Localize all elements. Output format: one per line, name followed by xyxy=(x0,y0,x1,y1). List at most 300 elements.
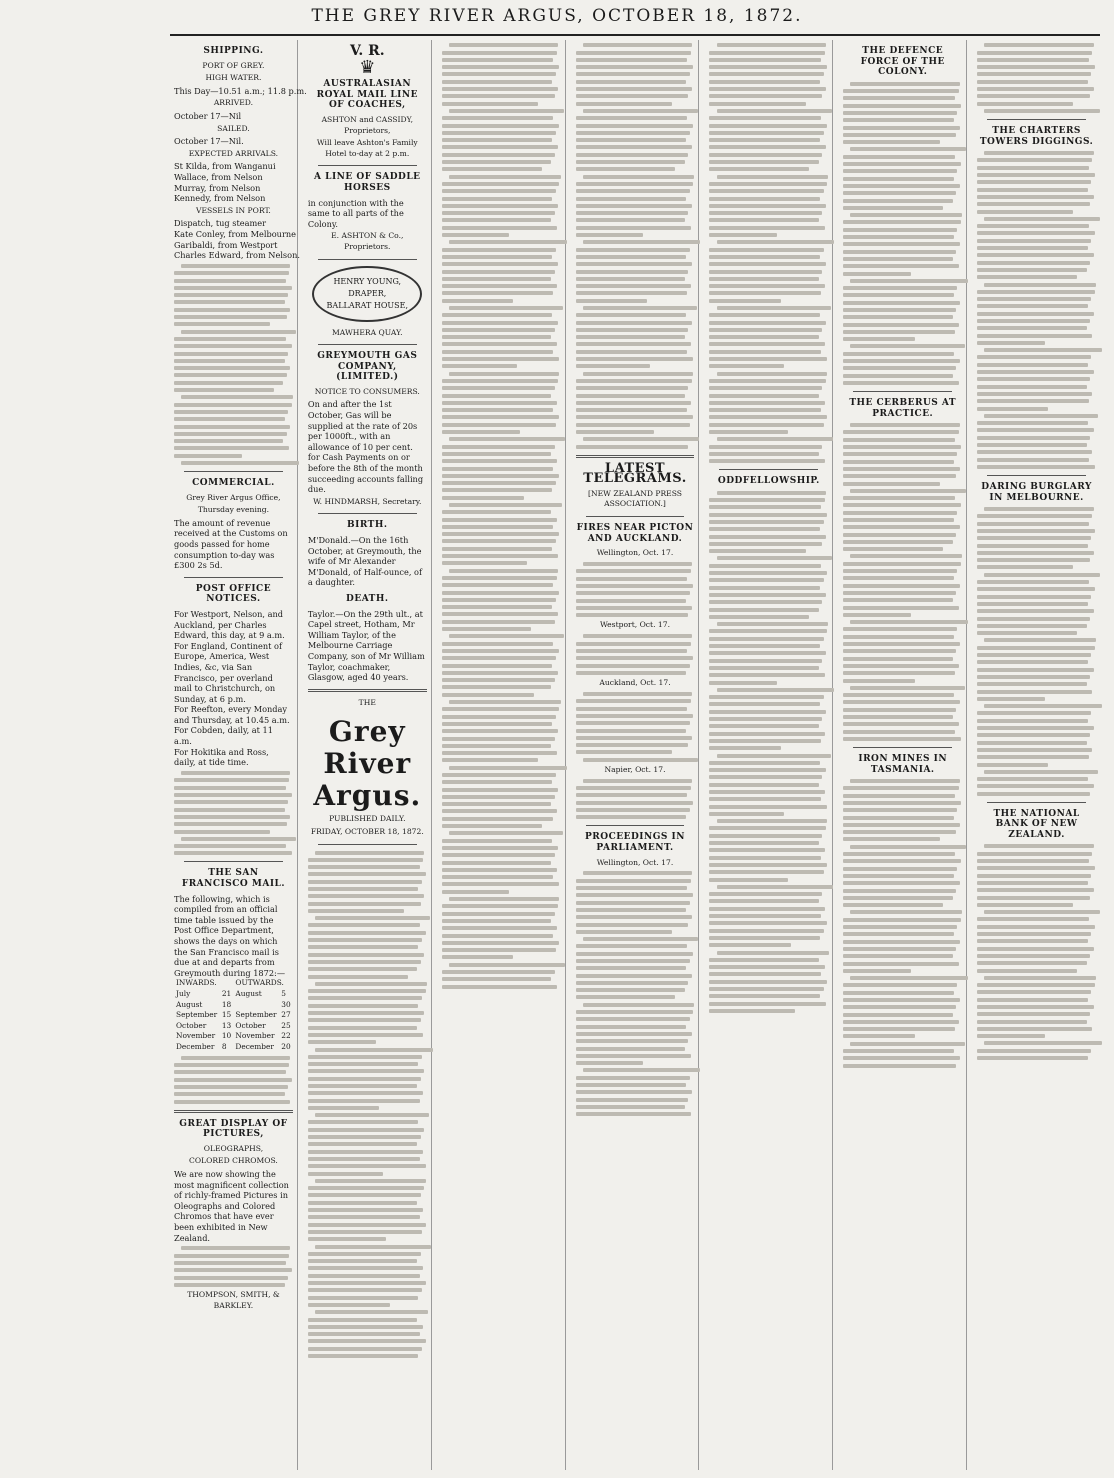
text-line-placeholder xyxy=(709,921,827,925)
shipping-heading: SHIPPING. xyxy=(203,46,264,56)
news-text xyxy=(576,634,695,674)
text-line-placeholder xyxy=(449,109,564,113)
editorial-text xyxy=(308,851,427,1358)
text-line-placeholder xyxy=(709,291,821,295)
text-line-placeholder xyxy=(174,822,287,826)
text-line-placeholder xyxy=(850,423,959,427)
text-line-placeholder xyxy=(709,659,822,663)
text-line-placeholder xyxy=(977,1020,1086,1024)
text-line-placeholder xyxy=(576,197,687,201)
text-line-placeholder xyxy=(977,932,1091,936)
text-line-placeholder xyxy=(576,218,685,222)
text-line-placeholder xyxy=(977,253,1093,257)
text-line-placeholder xyxy=(576,1025,687,1029)
text-line-placeholder xyxy=(449,175,561,179)
text-line-placeholder xyxy=(308,1186,424,1190)
text-line-placeholder xyxy=(709,958,818,962)
oddfellowship-heading: ODDFELLOWSHIP. xyxy=(717,476,820,487)
text-line-placeholder xyxy=(709,637,823,641)
dateline: Auckland, Oct. 17. xyxy=(599,678,671,688)
text-line-placeholder xyxy=(576,642,691,646)
post-office-heading: POST OFFICE NOTICES. xyxy=(195,583,272,605)
text-line-placeholder xyxy=(843,859,961,863)
text-line-placeholder xyxy=(308,1055,422,1059)
text-line-placeholder xyxy=(717,885,833,889)
text-line-placeholder xyxy=(174,793,292,797)
text-line-placeholder xyxy=(449,831,563,835)
text-line-placeholder xyxy=(843,503,961,507)
text-line-placeholder xyxy=(843,220,961,224)
text-line-placeholder xyxy=(977,990,1091,994)
text-line-placeholder xyxy=(315,1048,433,1052)
text-line-placeholder xyxy=(576,102,672,106)
text-line-placeholder xyxy=(576,58,688,62)
text-line-placeholder xyxy=(174,337,286,341)
text-line-placeholder xyxy=(174,381,283,385)
text-line-placeholder xyxy=(977,983,1095,987)
text-line-placeholder xyxy=(308,1259,417,1263)
text-line-placeholder xyxy=(843,932,954,936)
text-line-placeholder xyxy=(308,1157,420,1161)
text-line-placeholder xyxy=(709,204,825,208)
text-line-placeholder xyxy=(709,452,818,456)
title-the: THE xyxy=(358,697,376,707)
text-line-placeholder xyxy=(717,688,835,692)
text-line-placeholder xyxy=(977,668,1093,672)
text-line-placeholder xyxy=(843,315,952,319)
text-line-placeholder xyxy=(977,224,1089,228)
text-line-placeholder xyxy=(843,525,959,529)
text-line-placeholder xyxy=(977,166,1089,170)
text-line-placeholder xyxy=(576,664,690,668)
text-line-placeholder xyxy=(442,131,556,135)
text-line-placeholder xyxy=(977,51,1092,55)
text-line-placeholder xyxy=(442,401,557,405)
column-5 xyxy=(705,40,833,1470)
text-line-placeholder xyxy=(308,1069,424,1073)
text-line-placeholder xyxy=(709,732,824,736)
text-line-placeholder xyxy=(709,80,820,84)
text-line-placeholder xyxy=(850,82,959,86)
text-line-placeholder xyxy=(308,865,420,869)
text-line-placeholder xyxy=(850,620,968,624)
text-line-placeholder xyxy=(308,1288,422,1292)
sf-mail-table xyxy=(174,978,293,1052)
table-row: July 21 August 5 xyxy=(176,988,286,998)
text-line-placeholder xyxy=(843,983,957,987)
text-line-placeholder xyxy=(181,837,296,841)
text-line-placeholder xyxy=(442,321,558,325)
text-line-placeholder xyxy=(709,211,822,215)
expected-label: EXPECTED ARRIVALS. xyxy=(188,148,279,158)
text-line-placeholder xyxy=(843,301,959,305)
news-text xyxy=(977,507,1096,796)
text-line-placeholder xyxy=(576,255,687,259)
text-line-placeholder xyxy=(709,644,820,648)
text-line-placeholder xyxy=(442,160,551,164)
text-line-placeholder xyxy=(977,719,1088,723)
news-text xyxy=(576,562,695,617)
text-line-placeholder xyxy=(308,1091,423,1095)
text-line-placeholder xyxy=(442,715,556,719)
text-line-placeholder xyxy=(709,182,827,186)
text-line-placeholder xyxy=(977,903,1073,907)
text-line-placeholder xyxy=(583,1003,695,1007)
text-line-placeholder xyxy=(977,312,1093,316)
text-line-placeholder xyxy=(576,313,687,317)
text-line-placeholder xyxy=(442,394,551,398)
text-line-placeholder xyxy=(576,415,694,419)
text-line-placeholder xyxy=(709,394,818,398)
text-line-placeholder xyxy=(709,914,821,918)
text-line-placeholder xyxy=(174,315,287,319)
text-line-placeholder xyxy=(442,145,558,149)
text-line-placeholder xyxy=(977,711,1091,715)
text-line-placeholder xyxy=(576,656,694,660)
text-line-placeholder xyxy=(709,746,780,750)
text-line-placeholder xyxy=(576,335,685,339)
text-line-placeholder xyxy=(843,547,943,551)
text-line-placeholder xyxy=(576,182,694,186)
text-line-placeholder xyxy=(850,1042,964,1046)
text-line-placeholder xyxy=(181,1056,290,1060)
text-line-placeholder xyxy=(984,348,1102,352)
text-line-placeholder xyxy=(442,882,560,886)
in-port-item: Dispatch, tug steamer xyxy=(174,218,267,229)
text-line-placeholder xyxy=(576,394,685,398)
text-line-placeholder xyxy=(576,248,690,252)
text-line-placeholder xyxy=(709,459,824,463)
cerberus-heading: THE CERBERUS AT PRACTICE. xyxy=(849,397,957,419)
text-line-placeholder xyxy=(308,1339,426,1343)
text-line-placeholder xyxy=(449,437,565,441)
text-line-placeholder xyxy=(709,335,818,339)
text-line-placeholder xyxy=(977,465,1095,469)
text-line-placeholder xyxy=(977,697,1045,701)
text-line-placeholder xyxy=(843,133,956,137)
text-line-placeholder xyxy=(315,851,424,855)
text-line-placeholder xyxy=(576,65,694,69)
text-line-placeholder xyxy=(576,584,694,588)
text-line-placeholder xyxy=(442,459,557,463)
text-line-placeholder xyxy=(977,436,1090,440)
text-line-placeholder xyxy=(843,649,956,653)
text-line-placeholder xyxy=(308,975,408,979)
text-line-placeholder xyxy=(843,708,956,712)
text-line-placeholder xyxy=(977,180,1091,184)
text-line-placeholder xyxy=(717,109,832,113)
text-line-placeholder xyxy=(843,903,943,907)
text-line-placeholder xyxy=(174,271,289,275)
text-line-placeholder xyxy=(977,428,1093,432)
text-line-placeholder xyxy=(442,80,553,84)
text-line-placeholder xyxy=(576,879,691,883)
text-line-placeholder xyxy=(984,770,1098,774)
text-line-placeholder xyxy=(709,520,823,524)
text-line-placeholder xyxy=(576,786,691,790)
text-line-placeholder xyxy=(977,631,1077,635)
text-line-placeholder xyxy=(576,160,685,164)
text-line-placeholder xyxy=(977,239,1091,243)
text-line-placeholder xyxy=(308,1325,423,1329)
text-line-placeholder xyxy=(576,233,644,237)
text-line-placeholder xyxy=(977,682,1086,686)
text-line-placeholder xyxy=(583,306,697,310)
text-line-placeholder xyxy=(174,1070,286,1074)
charters-towers-heading: THE CHARTERS TOWERS DIGGINGS. xyxy=(979,125,1094,147)
text-line-placeholder xyxy=(583,758,698,762)
text-line-placeholder xyxy=(709,768,825,772)
text-line-placeholder xyxy=(709,710,825,714)
text-line-placeholder xyxy=(308,989,426,993)
text-line-placeholder xyxy=(308,1230,422,1234)
text-line-placeholder xyxy=(977,763,1048,767)
text-line-placeholder xyxy=(843,533,956,537)
death-heading: DEATH. xyxy=(346,593,389,604)
text-line-placeholder xyxy=(174,366,290,370)
text-line-placeholder xyxy=(449,306,563,310)
text-line-placeholder xyxy=(174,844,286,848)
text-line-placeholder xyxy=(583,109,698,113)
post-line: For Hokitika and Ross, daily, at tide time. xyxy=(174,746,269,768)
column-1 xyxy=(170,40,307,1470)
text-line-placeholder xyxy=(977,741,1086,745)
text-line-placeholder xyxy=(843,177,954,181)
text-line-placeholder xyxy=(181,330,296,334)
text-line-placeholder xyxy=(576,750,672,754)
commercial-heading: COMMERCIAL. xyxy=(192,478,275,488)
text-line-placeholder xyxy=(576,423,690,427)
text-line-placeholder xyxy=(174,851,292,855)
text-line-placeholder xyxy=(843,1005,956,1009)
text-line-placeholder xyxy=(843,235,954,239)
text-line-placeholder xyxy=(717,175,829,179)
text-line-placeholder xyxy=(709,987,823,991)
text-line-placeholder xyxy=(576,1054,691,1058)
text-line-placeholder xyxy=(977,392,1092,396)
text-line-placeholder xyxy=(576,981,689,985)
text-line-placeholder xyxy=(977,1005,1093,1009)
text-line-placeholder xyxy=(174,830,270,834)
text-line-placeholder xyxy=(977,275,1077,279)
news-text xyxy=(977,151,1096,469)
text-line-placeholder xyxy=(174,410,288,414)
text-line-placeholder xyxy=(709,262,825,266)
news-text xyxy=(576,871,695,1116)
text-line-placeholder xyxy=(442,532,560,536)
text-line-placeholder xyxy=(709,673,824,677)
text-line-placeholder xyxy=(977,1034,1045,1038)
post-line: For England, Continent of Europe, America, West Indies, &c, via San Francisco, per overland mail to Christchurch, on Sunday, at 6 p.m. xyxy=(174,640,283,704)
text-line-placeholder xyxy=(576,613,689,617)
text-line-placeholder xyxy=(709,600,822,604)
text-line-placeholder xyxy=(843,867,957,871)
divider xyxy=(719,469,818,470)
text-line-placeholder xyxy=(576,94,689,98)
table-row: September 15 September 27 xyxy=(176,1010,291,1020)
divider xyxy=(318,344,417,345)
text-line-placeholder xyxy=(709,423,823,427)
masthead-rule xyxy=(170,34,1100,36)
expected-item: Wallace, from Nelson xyxy=(174,171,263,182)
text-line-placeholder xyxy=(576,714,694,718)
text-line-placeholder xyxy=(576,606,692,610)
text-line-placeholder xyxy=(174,1085,288,1089)
text-line-placeholder xyxy=(709,878,787,882)
national-bank-heading: THE NATIONAL BANK OF NEW ZEALAND. xyxy=(993,808,1080,840)
text-line-placeholder xyxy=(709,401,824,405)
text-line-placeholder xyxy=(717,951,830,955)
post-line: For Cobden, daily, at 11 a.m. xyxy=(174,725,273,747)
text-line-placeholder xyxy=(843,430,958,434)
text-line-placeholder xyxy=(977,72,1091,76)
divider xyxy=(853,747,952,748)
text-line-placeholder xyxy=(850,554,962,558)
text-line-placeholder xyxy=(709,408,821,412)
draper-seal xyxy=(312,266,422,322)
text-line-placeholder xyxy=(843,359,959,363)
text-line-placeholder xyxy=(850,279,968,283)
text-line-placeholder xyxy=(449,634,564,638)
text-line-placeholder xyxy=(709,299,780,303)
text-line-placeholder xyxy=(174,279,286,283)
text-line-placeholder xyxy=(843,1013,952,1017)
text-line-placeholder xyxy=(843,155,955,159)
text-line-placeholder xyxy=(850,147,965,151)
text-line-placeholder xyxy=(583,372,694,376)
expected-item: Murray, from Nelson xyxy=(174,182,261,193)
arrived-label: ARRIVED. xyxy=(213,98,254,108)
text-line-placeholder xyxy=(442,262,558,266)
text-line-placeholder xyxy=(174,417,285,421)
text-line-placeholder xyxy=(977,58,1089,62)
sailed: October 17—Nil. xyxy=(174,136,244,147)
text-line-placeholder xyxy=(709,160,818,164)
text-line-placeholder xyxy=(576,138,687,142)
text-line-placeholder xyxy=(977,522,1089,526)
text-line-placeholder xyxy=(174,388,274,392)
text-line-placeholder xyxy=(308,1223,426,1227)
text-line-placeholder xyxy=(709,153,822,157)
text-line-placeholder xyxy=(850,344,964,348)
text-line-placeholder xyxy=(984,844,1093,848)
text-line-placeholder xyxy=(308,1026,417,1030)
text-line-placeholder xyxy=(843,126,959,130)
text-line-placeholder xyxy=(442,744,551,748)
text-line-placeholder xyxy=(977,87,1093,91)
text-line-placeholder xyxy=(850,910,962,914)
text-line-placeholder xyxy=(977,998,1088,1002)
text-line-placeholder xyxy=(709,571,827,575)
text-line-placeholder xyxy=(977,1049,1091,1053)
text-line-placeholder xyxy=(442,72,556,76)
text-line-placeholder xyxy=(709,826,825,830)
text-line-placeholder xyxy=(709,124,827,128)
text-line-placeholder xyxy=(576,1061,644,1065)
news-text xyxy=(709,43,828,463)
text-line-placeholder xyxy=(576,577,688,581)
text-line-placeholder xyxy=(977,1056,1088,1060)
text-line-placeholder xyxy=(442,525,554,529)
telegrams-sub: [NEW ZEALAND PRESS ASSOCIATION.] xyxy=(588,488,682,509)
display-sub: COLORED CHROMOS. xyxy=(189,1156,278,1166)
text-line-placeholder xyxy=(576,145,692,149)
text-line-placeholder xyxy=(977,777,1088,781)
text-line-placeholder xyxy=(442,693,535,697)
royal-mail-sub: ASHTON and CASSIDY, Proprietors, xyxy=(321,114,414,135)
divider xyxy=(586,825,685,826)
text-line-placeholder xyxy=(977,304,1088,308)
text-line-placeholder xyxy=(442,773,556,777)
text-line-placeholder xyxy=(843,184,959,188)
news-text xyxy=(843,423,962,741)
text-line-placeholder xyxy=(442,496,524,500)
text-line-placeholder xyxy=(709,270,822,274)
text-line-placeholder xyxy=(174,403,292,407)
text-line-placeholder xyxy=(709,856,821,860)
text-line-placeholder xyxy=(843,794,955,798)
text-line-placeholder xyxy=(709,321,825,325)
text-line-placeholder xyxy=(850,213,962,217)
text-line-placeholder xyxy=(442,868,557,872)
text-line-placeholder xyxy=(843,482,939,486)
text-line-placeholder xyxy=(174,808,285,812)
text-line-placeholder xyxy=(709,65,827,69)
text-line-placeholder xyxy=(977,565,1073,569)
text-line-placeholder xyxy=(181,771,290,775)
text-line-placeholder xyxy=(174,778,289,782)
text-line-placeholder xyxy=(449,569,558,573)
text-line-placeholder xyxy=(442,685,551,689)
vr-heading: V. R. xyxy=(349,43,385,59)
text-line-placeholder xyxy=(709,542,822,546)
text-line-placeholder xyxy=(709,386,822,390)
text-line-placeholder xyxy=(442,583,554,587)
text-line-placeholder xyxy=(984,910,1099,914)
text-line-placeholder xyxy=(709,131,823,135)
text-line-placeholder xyxy=(308,996,422,1000)
text-line-placeholder xyxy=(709,189,823,193)
expected-item: St Kilda, from Wanganui xyxy=(174,161,276,172)
text-line-placeholder xyxy=(576,721,690,725)
text-line-placeholder xyxy=(709,695,823,699)
text-line-placeholder xyxy=(576,189,690,193)
text-line-placeholder xyxy=(843,169,957,173)
gas-text: On and after the 1st October, Gas will be supplied at the rate of 20s per 1000ft., with an allowance of 10 per cent. for Cash Payments on or before the 8th of the month succeeding accounts falling due. xyxy=(307,399,424,495)
text-line-placeholder xyxy=(442,510,551,514)
text-line-placeholder xyxy=(583,692,692,696)
text-line-placeholder xyxy=(843,352,954,356)
text-line-placeholder xyxy=(843,664,958,668)
text-line-placeholder xyxy=(174,373,287,377)
text-line-placeholder xyxy=(977,646,1095,650)
post-line: For Reefton, every Monday and Thursday, at 10.45 a.m. xyxy=(174,704,290,725)
text-line-placeholder xyxy=(709,94,822,98)
text-line-placeholder xyxy=(576,959,690,963)
text-line-placeholder xyxy=(843,969,911,973)
text-line-placeholder xyxy=(709,415,827,419)
text-line-placeholder xyxy=(308,1040,376,1044)
text-line-placeholder xyxy=(442,299,513,303)
text-line-placeholder xyxy=(308,887,419,891)
text-line-placeholder xyxy=(174,293,288,297)
iron-mines-heading: IRON MINES IN TASMANIA. xyxy=(858,753,948,775)
text-line-placeholder xyxy=(717,240,835,244)
text-line-placeholder xyxy=(576,80,687,84)
text-line-placeholder xyxy=(442,197,553,201)
text-line-placeholder xyxy=(308,1062,419,1066)
text-line-placeholder xyxy=(709,797,821,801)
